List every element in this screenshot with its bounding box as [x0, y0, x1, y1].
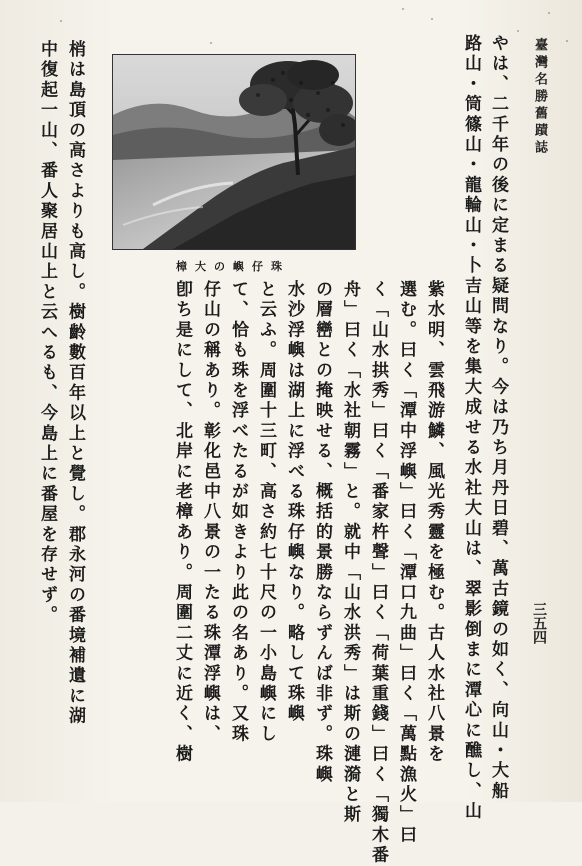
text-column: 中復起一山、番人聚居山上と云へるも、今島上に番屋を存せず。 — [37, 40, 57, 626]
text-column: 選む。曰く「潭中浮嶼」曰く「潭口九曲」曰く「萬點漁火」曰 — [396, 280, 416, 846]
text-column: 路山・筒篠山・龍輪山・卜吉山等を集大成せる水社大山は、翠影倒まに潭心に醮し、山 — [461, 34, 481, 822]
page-number: 三五四 — [531, 602, 547, 644]
text-column: 仔山の稱あり。彰化邑中八景の一たる珠潭浮嶼は、 — [200, 280, 220, 745]
text-column: 卽ち是にして、北岸に老樟あり。周圍二丈に近く、樹 — [172, 280, 192, 765]
text-column: く「山水拱秀」曰く「番家杵聲」曰く「荷葉重錢」曰く「獨木番 — [368, 280, 388, 866]
paper-speckle — [548, 12, 550, 14]
paper-speckle — [210, 42, 212, 44]
paper-speckle — [517, 30, 519, 32]
text-column: の層巒との掩映せる、概括的景勝ならずんば非ず。珠嶼 — [312, 280, 332, 785]
text-column: やは、二千年の後に定まる疑問なり。今は乃ち月丹日碧、萬古鏡の如く、向山・大船 — [488, 34, 508, 802]
text-column: 水沙浮嶼は湖上に浮べる珠仔嶼なり。略して珠嶼 — [284, 280, 304, 725]
text-column: て、恰も珠を浮べたるが如きより此の名あり。又珠 — [228, 280, 248, 745]
paper-speckle — [60, 20, 62, 22]
text-column: 梢は島頂の高さよりも高し。樹齡數百年以上と覺し。郡永河の番境補遺に湖 — [65, 40, 85, 727]
paper-speckle — [402, 8, 404, 10]
plate-caption: 珠仔嶼の大樟 — [176, 260, 290, 273]
text-column: 紫水明、雲飛游鱗、風光秀靈を極む。古人水社八景を — [424, 280, 444, 765]
paper-speckle — [566, 40, 568, 42]
paper-speckle — [431, 18, 433, 20]
text-column: 舟」曰く「水社朝霧」と。就中「山水洪秀」は斯の漣漪と斯 — [340, 280, 360, 826]
photo-camphor-tree-image — [113, 55, 355, 249]
photo-plate — [112, 54, 356, 250]
text-column: と云ふ。周圍十三町、高さ約七十尺の一小島嶼にし — [256, 280, 276, 745]
running-head-title: 臺灣名勝舊蹟誌 — [532, 38, 547, 157]
